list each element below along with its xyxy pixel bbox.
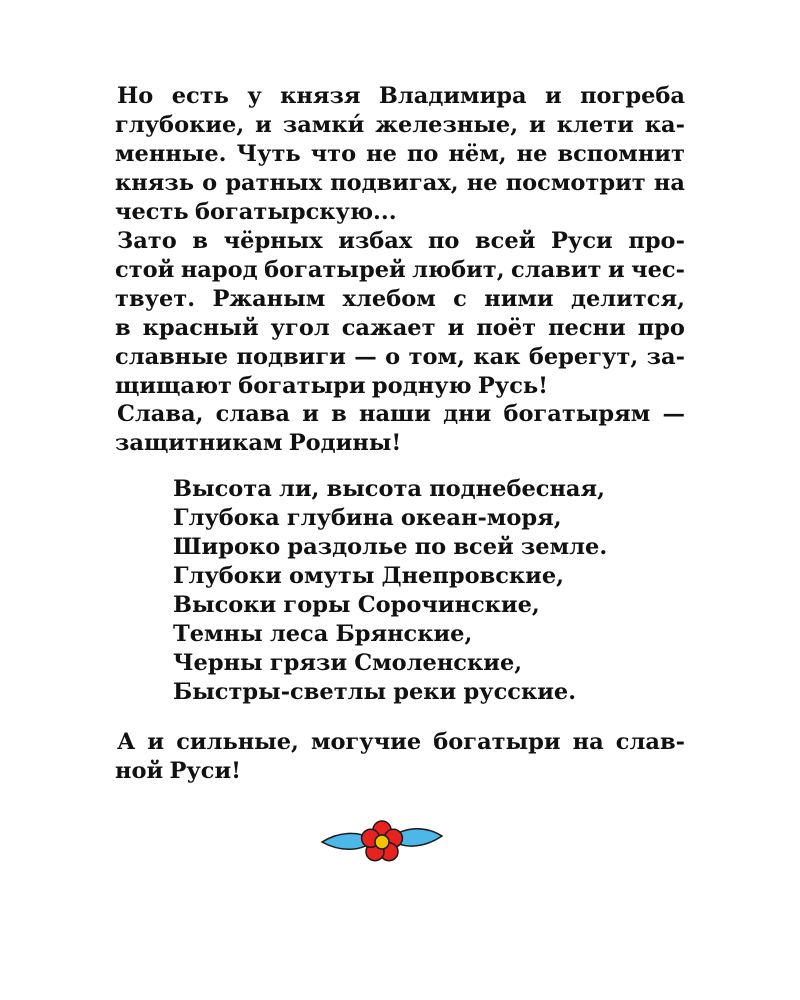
text-line: Слава, слава и в наши дни богатырям — bbox=[117, 401, 685, 427]
poem-line: Быстры-светлы реки русские. bbox=[173, 679, 577, 705]
text-line: в красный угол сажает и поёт песни про bbox=[115, 315, 685, 341]
text-line: защитникам Родины! bbox=[115, 430, 402, 456]
paragraph-3 bbox=[115, 400, 685, 458]
paragraph-2 bbox=[115, 227, 685, 401]
poem-line: Темны леса Брянские, bbox=[173, 621, 473, 647]
poem-line: Высота ли, высота поднебесная, bbox=[173, 476, 605, 502]
flower bbox=[362, 821, 403, 861]
poem-line: Высоки горы Сорочинские, bbox=[173, 592, 540, 618]
text-line: честь богатырскую... bbox=[115, 199, 397, 225]
text-line: Зато в чёрных избах по всей Руси про- bbox=[117, 228, 685, 254]
poem-line: Черны грязи Смоленские, bbox=[173, 650, 523, 676]
text-line: глубокие, и замки́ железные, и клети ка- bbox=[115, 112, 685, 138]
paragraph-1 bbox=[115, 82, 685, 227]
text-line: А и сильные, могучие богатыри на слав- bbox=[117, 729, 685, 755]
poem-line: Широко раздолье по всей земле. bbox=[173, 534, 608, 560]
text-line: менные. Чуть что не по нём, не вспомнит bbox=[115, 141, 685, 167]
flower-center bbox=[375, 835, 389, 849]
paragraph-4 bbox=[115, 728, 685, 786]
poem-line: Глубока глубина океан-моря, bbox=[173, 505, 562, 531]
text-line: князь о ратных подвигах, не посмотрит на bbox=[115, 170, 685, 196]
poem-line: Глубоки омуты Днепровские, bbox=[173, 563, 565, 589]
text-line: славные подвиги — о том, как берегут, за- bbox=[115, 344, 685, 370]
text-line: Но есть у князя Владимира и погреба bbox=[117, 83, 685, 109]
text-line: стой народ богатырей любит, славит и чес- bbox=[115, 257, 685, 283]
flower-with-leaves-icon bbox=[318, 818, 446, 868]
poem-stanza bbox=[173, 475, 607, 707]
text-line: твует. Ржаным хлебом с ними делится, bbox=[115, 286, 685, 312]
text-line: щищают богатыри родную Русь! bbox=[115, 373, 549, 399]
text-line: ной Руси! bbox=[115, 758, 242, 784]
